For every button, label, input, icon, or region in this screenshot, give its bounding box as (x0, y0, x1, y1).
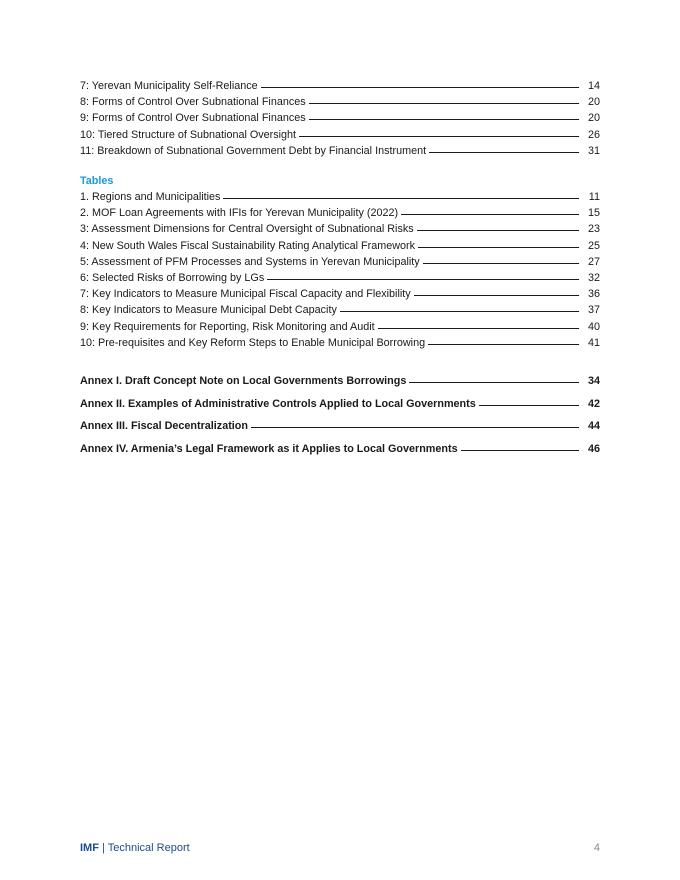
figures-list (80, 78, 600, 159)
dot-leader (261, 86, 579, 88)
footer-brand (80, 842, 190, 854)
toc-entry[interactable] (80, 78, 600, 94)
toc-entry-page: 34 (587, 375, 600, 388)
dot-leader (418, 246, 579, 248)
toc-entry[interactable] (80, 189, 600, 205)
toc-entry-label: 4: New South Wales Fiscal Sustainability Rating Analytical Framework (80, 239, 416, 252)
toc-entry-page: 32 (587, 272, 600, 285)
toc-entry-label: 9: Key Requirements for Reporting, Risk Monitoring and Audit (80, 320, 375, 333)
toc-annex-entry[interactable] (80, 373, 600, 389)
toc-entry[interactable] (80, 286, 600, 302)
toc-entry-page: 23 (587, 223, 600, 236)
toc-annex-entry[interactable] (80, 441, 600, 457)
toc-entry-page: 25 (587, 239, 600, 252)
toc-entry-page: 36 (587, 288, 600, 301)
toc-entry-label: 3: Assessment Dimensions for Central Oversight of Subnational Risks (80, 223, 414, 236)
tables-list (80, 189, 600, 351)
toc-entry-page: 20 (587, 112, 600, 125)
imf-logo-text: IMF (80, 842, 99, 854)
dot-leader (428, 343, 579, 345)
toc-entry-label: 1. Regions and Municipalities (80, 191, 221, 204)
dot-leader (409, 381, 579, 383)
toc-entry[interactable] (80, 127, 600, 143)
table-of-contents (80, 78, 600, 463)
toc-entry-page: 31 (587, 144, 600, 157)
toc-entry-label: 8: Key Indicators to Measure Municipal Debt Capacity (80, 304, 337, 317)
report-type: Technical Report (107, 842, 190, 854)
dot-leader (479, 404, 579, 406)
toc-entry-page: 46 (587, 442, 600, 455)
page-number: 4 (593, 842, 600, 854)
toc-entry[interactable] (80, 221, 600, 237)
toc-entry[interactable] (80, 110, 600, 126)
dot-leader (461, 449, 579, 451)
dot-leader (267, 278, 579, 280)
toc-entry-label: 6: Selected Risks of Borrowing by LGs (80, 272, 265, 285)
dot-leader (223, 197, 579, 199)
dot-leader (309, 118, 579, 120)
dot-leader (417, 229, 579, 231)
toc-entry[interactable] (80, 143, 600, 159)
toc-annex-entry[interactable] (80, 396, 600, 412)
toc-entry-label: Annex III. Fiscal Decentralization (80, 420, 249, 433)
toc-entry-page: 20 (587, 96, 600, 109)
toc-entry-page: 26 (587, 128, 600, 141)
toc-entry[interactable] (80, 319, 600, 335)
dot-leader (340, 310, 579, 312)
toc-entry-label: 2. MOF Loan Agreements with IFIs for Yerevan Municipality (2022) (80, 207, 399, 220)
toc-entry-label: 8: Forms of Control Over Subnational Finances (80, 96, 306, 109)
toc-entry-label: 7: Yerevan Municipality Self-Reliance (80, 80, 258, 92)
toc-entry[interactable] (80, 94, 600, 110)
toc-entry[interactable] (80, 302, 600, 318)
toc-entry-page: 14 (587, 80, 600, 92)
toc-entry-label: 7: Key Indicators to Measure Municipal Fiscal Capacity and Flexibility (80, 288, 411, 301)
toc-entry-label: 11: Breakdown of Subnational Government Debt by Financial Instrument (80, 144, 427, 157)
dot-leader (414, 294, 579, 296)
dot-leader (429, 151, 579, 153)
toc-entry-label: Annex I. Draft Concept Note on Local Governments Borrowings (80, 375, 407, 388)
toc-entry-label: 9: Forms of Control Over Subnational Finances (80, 112, 306, 125)
dot-leader (401, 213, 579, 215)
tables-heading: Tables (80, 175, 114, 188)
annex-list (80, 373, 600, 457)
toc-annex-entry[interactable] (80, 418, 600, 434)
toc-entry-label: 10: Pre-requisites and Key Reform Steps to Enable Municipal Borrowing (80, 336, 426, 349)
dot-leader (299, 135, 579, 137)
toc-entry-label: Annex II. Examples of Administrative Controls Applied to Local Governments (80, 397, 476, 410)
dot-leader (251, 426, 579, 428)
toc-entry[interactable] (80, 335, 600, 351)
toc-entry[interactable] (80, 270, 600, 286)
toc-entry-label: Annex IV. Armenia’s Legal Framework as it Applies to Local Governments (80, 442, 458, 455)
footer-separator: | (102, 842, 105, 854)
toc-entry-page: 44 (587, 420, 600, 433)
toc-entry-page: 40 (587, 320, 600, 333)
toc-entry-label: 10: Tiered Structure of Subnational Oversight (80, 128, 297, 141)
dot-leader (378, 327, 579, 329)
dot-leader (309, 102, 579, 104)
toc-entry-label: 5: Assessment of PFM Processes and Systems in Yerevan Municipality (80, 255, 420, 268)
toc-entry-page: 11 (588, 191, 600, 204)
toc-entry-page: 15 (587, 207, 600, 220)
page-footer (80, 840, 600, 856)
toc-entry-page: 27 (587, 255, 600, 268)
toc-entry-page: 37 (587, 304, 600, 317)
dot-leader (423, 262, 579, 264)
toc-entry[interactable] (80, 205, 600, 221)
toc-entry-page: 42 (587, 397, 600, 410)
toc-entry-page: 41 (587, 336, 600, 349)
toc-entry[interactable] (80, 254, 600, 270)
toc-entry[interactable] (80, 238, 600, 254)
